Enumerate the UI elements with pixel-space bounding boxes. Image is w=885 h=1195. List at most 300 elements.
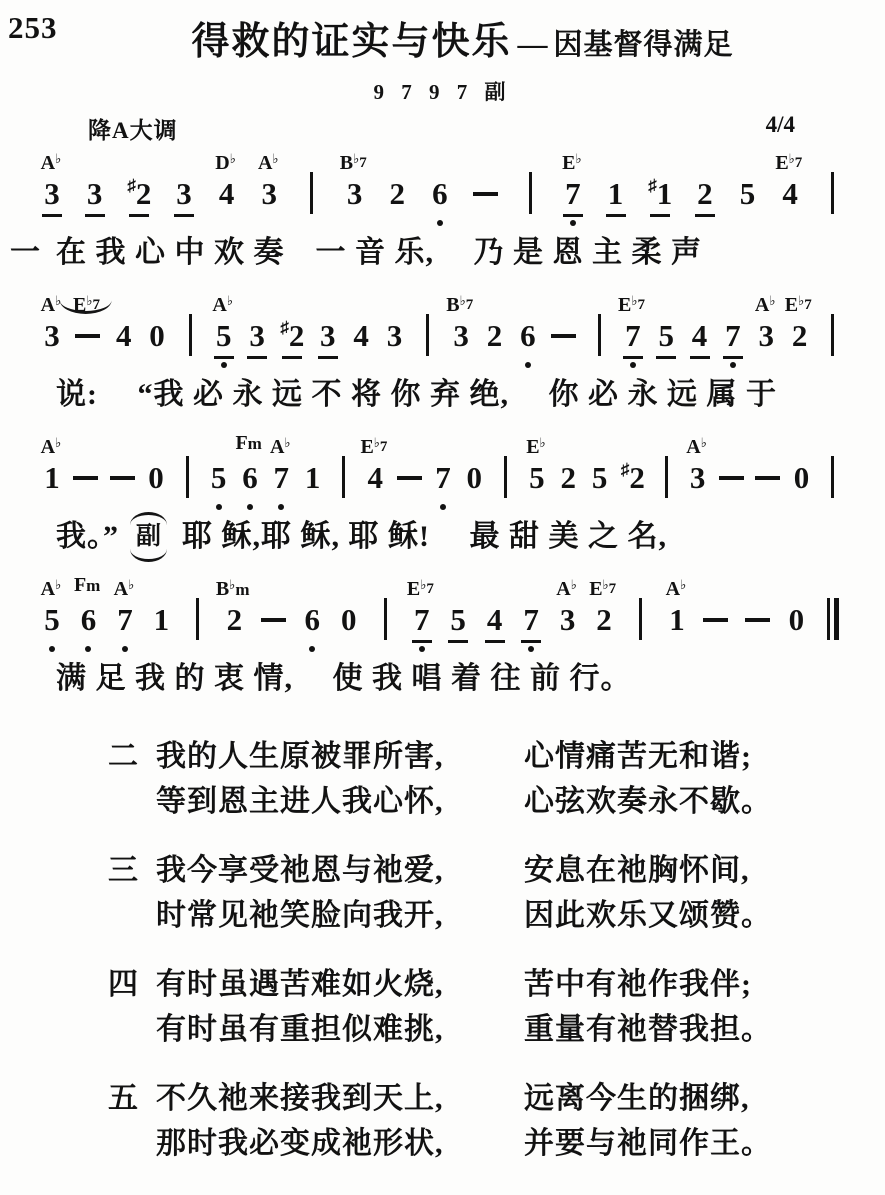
eighth-underline [174, 214, 194, 217]
note-digit [127, 175, 151, 212]
note-number: 5 [591, 460, 608, 495]
note [387, 148, 407, 226]
octave-dot [289, 362, 295, 368]
note [318, 290, 338, 368]
note-digit [792, 317, 808, 354]
verse-line [0, 1076, 885, 1121]
eighth-underline [823, 356, 843, 359]
verse-text-col2: 重量有祂替我担。 [524, 1013, 772, 1046]
dash-note [73, 459, 98, 496]
octave-dot [358, 362, 364, 368]
eighth-underline [399, 498, 419, 501]
chord-label: A♭ [556, 577, 577, 600]
chord-label: E♭7 [589, 577, 617, 600]
dash-note [473, 148, 498, 226]
barline [334, 432, 354, 510]
note-number: 3 [261, 176, 278, 211]
octave-dot [195, 646, 201, 652]
barline [598, 317, 601, 354]
time-signature: 4/4 [765, 112, 795, 137]
verse-text-col2: 苦中有祂作我伴; [524, 968, 752, 1001]
held-note-dash [551, 334, 576, 338]
octave-dot [713, 646, 719, 652]
octave-dot [799, 504, 805, 510]
barline [520, 148, 540, 226]
flat-sign: ♭ [769, 293, 776, 308]
eighth-underline [146, 498, 166, 501]
note-digit [341, 601, 357, 638]
note-number: 5 [210, 460, 227, 495]
eighth-underline [594, 640, 614, 643]
flat-sign: ♭ [373, 435, 380, 450]
note [518, 290, 538, 368]
octave-dot [49, 362, 55, 368]
note-digit [280, 317, 304, 354]
note-digit [219, 175, 235, 212]
barline [504, 459, 507, 496]
flat-sign: ♭ [86, 293, 93, 308]
eighth-underline [650, 214, 670, 217]
chord-seventh: 7 [804, 297, 812, 313]
octave-dot [346, 646, 352, 652]
barline [375, 574, 395, 652]
octave-dot [425, 362, 431, 368]
flat-sign: ♭ [459, 293, 466, 308]
octave-dot [657, 220, 663, 226]
note-digit [450, 601, 466, 638]
note [446, 290, 474, 368]
note-digit [216, 317, 232, 354]
chord-label: A♭ [269, 435, 291, 458]
dash-note [261, 601, 286, 638]
note [775, 148, 803, 226]
chord-label: B♭7 [446, 293, 474, 316]
eighth-underline [351, 356, 371, 359]
note-digit [305, 601, 321, 638]
octave-dot [309, 220, 315, 226]
chord-label: E♭7 [618, 293, 645, 316]
eighth-underline [247, 356, 267, 359]
title-dash: — [517, 28, 548, 61]
eighth-underline [302, 640, 322, 643]
barline-stroke [827, 598, 830, 640]
flat-sign: ♭ [229, 151, 236, 166]
flat-sign: ♭ [631, 293, 638, 308]
note-number: 5 [450, 602, 466, 637]
eighth-underline [464, 498, 484, 501]
chord-quality: m [86, 576, 101, 595]
note-number: 7 [725, 318, 741, 353]
flat-sign: ♭ [55, 577, 62, 592]
eighth-underline [263, 640, 283, 643]
eighth-underline [558, 640, 578, 643]
note-digit [740, 175, 756, 212]
octave-dot [528, 646, 534, 652]
note [215, 574, 250, 652]
note-digit [794, 459, 810, 496]
note [656, 290, 676, 368]
note-digit [487, 317, 503, 354]
chord-seventh: 7 [359, 155, 367, 171]
note [73, 574, 101, 652]
title-wrap [0, 10, 885, 65]
barline [188, 574, 208, 652]
octave-dot [437, 220, 443, 226]
verse-二 [0, 734, 885, 824]
final-barline [827, 601, 839, 638]
barline-stroke [831, 456, 834, 498]
note-digit [44, 317, 60, 354]
octave-dot [471, 504, 477, 510]
note-number: 0 [149, 318, 165, 353]
note-digit [44, 175, 60, 212]
eighth-underline [114, 356, 134, 359]
note-digit [432, 175, 448, 212]
eighth-underline [590, 498, 610, 501]
eighth-underline [318, 356, 338, 359]
meter-label: 9 7 9 7 副 [373, 80, 512, 104]
note-digit [648, 175, 672, 212]
eighth-underline [129, 214, 149, 217]
octave-dot [266, 220, 272, 226]
note-digit [487, 601, 503, 638]
note [648, 148, 672, 226]
eighth-underline [334, 498, 354, 501]
key-signature-label: 降A大调 [88, 118, 178, 143]
dash-note [261, 574, 286, 652]
octave-dot [406, 504, 412, 510]
flat-sign: ♭ [353, 151, 360, 166]
note-number: 2 [560, 460, 576, 495]
note-digit [320, 317, 336, 354]
eighth-underline [723, 356, 743, 359]
barline-stroke [529, 172, 532, 214]
note-number: 3 [346, 176, 363, 211]
verse-五 [0, 1076, 885, 1166]
note-digit [414, 601, 430, 638]
eighth-underline [112, 498, 132, 501]
note-number: 7 [413, 602, 430, 637]
octave-dot [695, 504, 701, 510]
octave-dot [597, 362, 603, 368]
sharp-sign: ♯ [127, 176, 136, 195]
note-number: 4 [782, 176, 798, 211]
note-number: 2 [697, 176, 713, 211]
barline [590, 290, 610, 368]
chord-seventh: 7 [92, 297, 100, 313]
held-note-dash [745, 618, 770, 622]
octave-dot [310, 504, 316, 510]
octave-dot [49, 646, 55, 652]
note-number: 1 [607, 176, 624, 211]
note-digit [149, 317, 165, 354]
octave-dot [561, 362, 567, 368]
lyric-line-3 [10, 516, 875, 558]
octave-dot [458, 362, 464, 368]
chord-label: Fm [235, 432, 262, 454]
note [302, 574, 322, 652]
octave-dot [419, 646, 425, 652]
verse-text-col2: 心情痛苦无和谐; [524, 740, 752, 773]
note [756, 290, 776, 368]
eighth-underline [240, 498, 260, 501]
note [351, 290, 371, 368]
flat-sign: ♭ [575, 151, 582, 166]
note [42, 432, 62, 510]
octave-dot [83, 504, 89, 510]
note-digit [176, 175, 192, 212]
eighth-underline [430, 214, 450, 217]
note [433, 432, 453, 510]
octave-dot [325, 362, 331, 368]
eighth-underline [590, 356, 610, 359]
chord-label: A♭ [257, 151, 279, 174]
eighth-underline [475, 214, 495, 217]
barline [189, 317, 192, 354]
flat-sign: ♭ [788, 151, 795, 166]
octave-dot [121, 362, 127, 368]
dash-note [755, 432, 780, 510]
octave-dot [254, 362, 260, 368]
barline [639, 601, 642, 638]
note-number: 7 [117, 602, 133, 637]
eighth-underline [786, 640, 806, 643]
eighth-underline [78, 640, 98, 643]
eighth-underline [656, 356, 676, 359]
octave-dot [184, 504, 190, 510]
note-number: 0 [148, 460, 164, 495]
flat-sign: ♭ [272, 151, 279, 166]
note-digit [274, 459, 290, 496]
note-digit [117, 601, 133, 638]
flat-sign: ♭ [55, 435, 62, 450]
note-digit [387, 317, 403, 354]
note-number: 3 [320, 318, 336, 353]
note-digit [621, 459, 645, 496]
octave-dot [270, 646, 276, 652]
octave-dot [702, 220, 708, 226]
held-note-dash [719, 476, 744, 480]
chord-label: A♭ [40, 151, 62, 174]
dash-note [551, 290, 576, 368]
octave-dot [830, 646, 836, 652]
note [147, 290, 167, 368]
dash-note [745, 601, 770, 638]
note-number: 1 [656, 176, 673, 211]
note [247, 290, 267, 368]
dash-note [551, 317, 576, 354]
note-digit [658, 317, 674, 354]
eighth-underline [563, 214, 583, 217]
note-number: 5 [739, 176, 756, 211]
note-number: 0 [466, 460, 483, 495]
verse-text-col2: 因此欢乐又颂赞。 [524, 899, 772, 932]
verse-number-inline: 一 [10, 236, 40, 269]
sharp-sign: ♯ [280, 318, 289, 337]
eighth-underline [747, 640, 767, 643]
music-line-1 [42, 148, 843, 230]
note [217, 148, 237, 226]
note-number: 1 [153, 602, 170, 637]
note-number: 6 [432, 176, 448, 211]
eighth-underline [520, 214, 540, 217]
barline [342, 459, 345, 496]
octave-dot [630, 362, 636, 368]
note [339, 574, 359, 652]
octave-dot [391, 362, 397, 368]
note-digit [669, 601, 685, 638]
eighth-underline [706, 640, 726, 643]
note [271, 432, 291, 510]
octave-dot [247, 504, 253, 510]
octave-dot [503, 504, 509, 510]
eighth-underline [42, 356, 62, 359]
chord-label: A♭ [212, 293, 233, 316]
note [527, 432, 547, 510]
note-number: 2 [629, 460, 645, 495]
verse-number: 五 [108, 1082, 138, 1115]
note [563, 148, 583, 226]
verse-text-col1: 有时虽有重担似难挑, [156, 1013, 444, 1046]
note-digit [725, 317, 741, 354]
held-note-dash [75, 334, 100, 338]
flat-sign: ♭ [55, 293, 62, 308]
barline-stroke [504, 456, 507, 498]
hymn-title: 得救的证实与快乐 [191, 21, 512, 63]
octave-dot [85, 362, 91, 368]
eighth-underline [282, 356, 302, 359]
chord-label: B♭7 [339, 151, 367, 174]
note [621, 432, 645, 510]
eighth-underline [451, 356, 471, 359]
note-digit [467, 459, 483, 496]
barline [823, 148, 843, 226]
eighth-underline [151, 640, 171, 643]
barline-stroke [186, 456, 189, 498]
barline [631, 574, 651, 652]
octave-dot [663, 362, 669, 368]
note-number: 7 [565, 176, 581, 211]
eighth-underline [631, 640, 651, 643]
eighth-underline [375, 640, 395, 643]
note-number: 7 [625, 318, 641, 353]
chord-label: A♭ [113, 577, 135, 600]
verse-line [0, 779, 885, 824]
barline-stroke [831, 172, 834, 214]
chord-label: E♭7 [775, 151, 803, 174]
octave-dot [534, 504, 540, 510]
barline-stroke [310, 172, 313, 214]
key-row [0, 112, 885, 144]
barline-stroke [831, 314, 834, 356]
chord-seventh: 7 [465, 297, 474, 313]
note-digit [305, 459, 321, 496]
barline [665, 459, 668, 496]
note-number: 4 [218, 176, 235, 211]
eighth-underline [209, 498, 229, 501]
octave-dot [830, 362, 836, 368]
note-number: 3 [86, 176, 103, 211]
note-number: 1 [304, 460, 321, 495]
verse-text-col2: 安息在祂胸怀间, [524, 854, 750, 887]
eighth-underline [387, 214, 407, 217]
lyric-line-4 [10, 658, 875, 700]
eighth-underline [85, 214, 105, 217]
barline [529, 175, 532, 212]
note [151, 574, 171, 652]
barline-stroke [426, 314, 429, 356]
octave-dot [630, 504, 636, 510]
flat-sign: ♭ [229, 577, 236, 592]
eighth-underline [177, 498, 197, 501]
music-line-2 [42, 290, 843, 372]
dash-note [745, 574, 770, 652]
note-number: 3 [249, 318, 265, 353]
chord-label: E♭ [526, 435, 546, 458]
octave-dot [525, 362, 531, 368]
barline-stroke [639, 598, 642, 640]
eighth-underline [521, 640, 541, 643]
verse-text-col1: 那时我必变成祂形状, [156, 1127, 444, 1160]
barline [180, 290, 200, 368]
octave-dot [797, 362, 803, 368]
note [590, 432, 610, 510]
barline-stroke [384, 598, 387, 640]
flat-sign: ♭ [284, 435, 291, 450]
note-digit [368, 459, 384, 496]
flat-sign: ♭ [226, 293, 233, 308]
note [430, 148, 450, 226]
flat-sign: ♭ [55, 151, 62, 166]
note [484, 290, 504, 368]
eighth-underline [484, 356, 504, 359]
note [786, 574, 806, 652]
flat-sign: ♭ [539, 435, 546, 450]
eighth-underline [42, 640, 62, 643]
verse-text-col1: 我的人生原被罪所害, [156, 740, 444, 773]
chord-label: A♭ [754, 293, 776, 316]
eighth-underline [695, 214, 715, 217]
octave-dot [754, 646, 760, 652]
final-barline-strokes [827, 598, 839, 640]
note [618, 290, 645, 368]
note [723, 290, 743, 368]
note-digit [81, 601, 97, 638]
verse-number: 三 [108, 854, 138, 887]
eighth-underline [656, 498, 676, 501]
octave-dot [613, 220, 619, 226]
barline [196, 601, 199, 638]
barline [831, 317, 834, 354]
octave-dot [181, 220, 187, 226]
chord-label: A♭ [686, 435, 707, 458]
note-digit [249, 317, 265, 354]
octave-dot [491, 362, 497, 368]
note-digit [789, 601, 805, 638]
barline-stroke [189, 314, 192, 356]
eighth-underline [518, 356, 538, 359]
note [303, 432, 323, 510]
note [448, 574, 468, 652]
note-number: 1 [44, 460, 60, 495]
note-digit [523, 601, 539, 638]
verse-text-col1: 时常见祂笑脸向我开, [156, 899, 444, 932]
note [280, 290, 304, 368]
note-number: 7 [523, 602, 539, 637]
note-number: 6 [80, 602, 97, 637]
eighth-underline [224, 640, 244, 643]
flat-sign: ♭ [570, 577, 577, 592]
